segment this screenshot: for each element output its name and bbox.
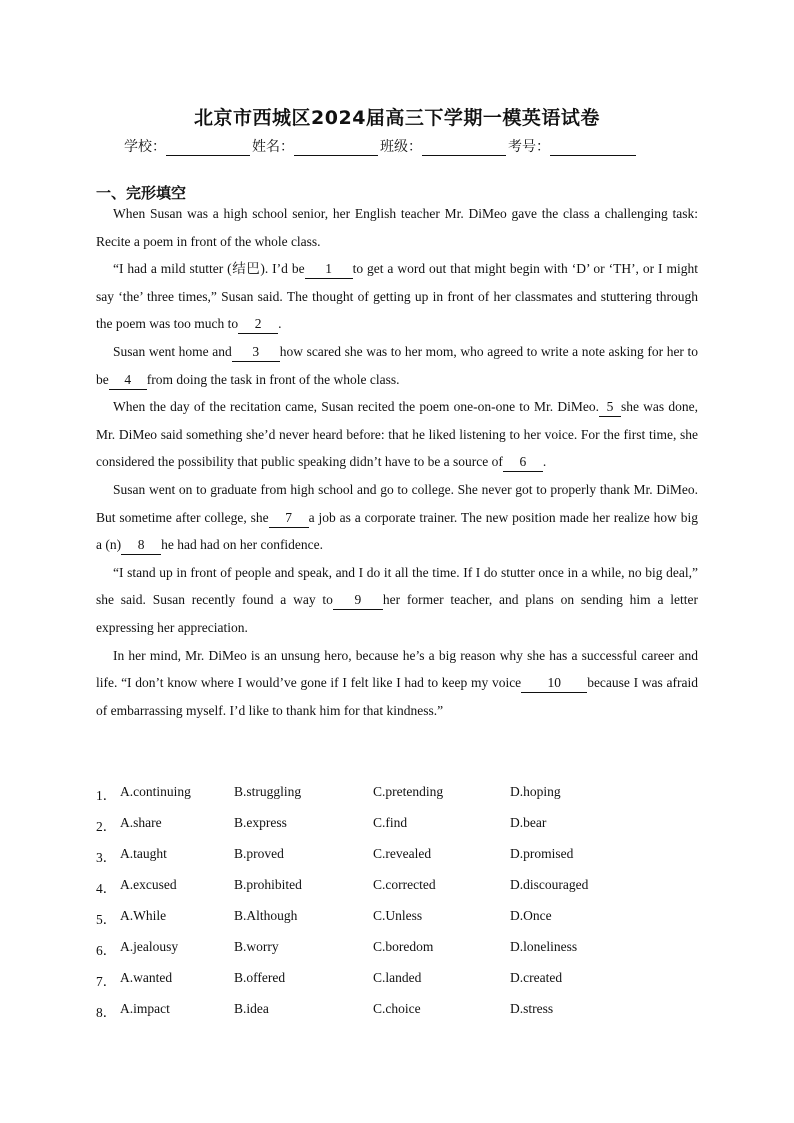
cloze-passage (96, 200, 698, 724)
option-d[interactable]: D.promised (510, 846, 574, 861)
name-label: 姓名： (252, 139, 294, 155)
option-a[interactable]: A.taught (120, 846, 167, 861)
text: she was done, Mr. DiMeo said something she’d never heard before: that he liked listening to her voice. For the first time, she considered the possibility that public speaking didn’t have to be a source of (96, 399, 698, 470)
blank-4: 4 (109, 371, 147, 390)
option-row (96, 815, 656, 843)
option-c[interactable]: C.corrected (373, 877, 436, 892)
text: how scared she was to her mom, who agreed to write a note asking for her to be (96, 343, 699, 387)
option-d[interactable]: D.loneliness (510, 939, 578, 954)
paragraph-4 (96, 393, 698, 476)
number-label: 考号： (508, 139, 550, 155)
school-field[interactable] (166, 139, 250, 156)
option-row (96, 939, 656, 967)
question-number: 2． (96, 819, 117, 834)
question-number: 4． (96, 881, 117, 896)
option-c[interactable]: C.revealed (373, 846, 432, 861)
option-c[interactable]: C.choice (373, 1001, 421, 1016)
paragraph-7 (96, 642, 698, 725)
paragraph-1 (96, 200, 698, 255)
paragraph-6 (96, 559, 698, 642)
blank-2: 2 (238, 315, 278, 334)
option-d[interactable]: D.bear (510, 815, 547, 830)
text: a job as a corporate trainer. The new position made her realize how big a (n) (96, 509, 698, 553)
class-field[interactable] (422, 139, 506, 156)
option-d[interactable]: D.created (510, 970, 563, 985)
question-number: 3． (96, 850, 117, 865)
class-label: 班级： (380, 139, 422, 155)
option-row (96, 908, 656, 936)
text: “I stand up in front of people and speak, and I do it all the time. If I do stutter once in a while, no big deal,” she said. Susan recently found a way to (96, 564, 698, 608)
text: In her mind, Mr. DiMeo is an unsung hero, because he’s a big reason why she has a successful career and life. “I don’t know where I would’ve gone if I felt like I had to keep my voice (96, 647, 698, 691)
blank-10: 10 (521, 674, 587, 693)
option-b[interactable]: B.offered (234, 970, 286, 985)
blank-8: 8 (121, 536, 161, 555)
option-row (96, 784, 656, 812)
paragraph-3 (96, 338, 698, 393)
question-number: 8． (96, 1005, 117, 1020)
student-info (124, 136, 638, 156)
text: When Susan was a high school senior, her English teacher Mr. DiMeo gave the class a challenging task: Recite a poem in front of the whole class. (96, 206, 698, 249)
option-b[interactable]: B.prohibited (234, 877, 302, 892)
blank-3: 3 (232, 343, 280, 362)
text: Susan went on to graduate from high school and go to college. She never got to properly thank Mr. DiMeo. But sometime after college, she (96, 481, 698, 525)
option-c[interactable]: C.find (373, 815, 408, 830)
blank-7: 7 (269, 509, 309, 528)
option-a[interactable]: A.impact (120, 1001, 170, 1016)
option-d[interactable]: D.Once (510, 908, 552, 923)
option-d[interactable]: D.hoping (510, 784, 561, 799)
page-title: 北京市西城区2024届高三下学期一模英语试卷 (194, 107, 600, 129)
option-a[interactable]: A.share (120, 815, 162, 830)
paragraph-5 (96, 476, 698, 559)
option-a[interactable]: A.wanted (120, 970, 173, 985)
text: to get a word out that might begin with ‘D’ or ‘TH’, or I might say ‘the’ three times,” Susan said. The thought of getting up in front of her classmates and stuttering through the poem was too much to (96, 261, 698, 332)
text: “I had a mild stutter (结巴). I’d be (113, 261, 305, 277)
option-d[interactable]: D.discouraged (510, 877, 589, 892)
option-c[interactable]: C.Unless (373, 908, 423, 923)
option-row (96, 970, 656, 998)
option-b[interactable]: B.worry (234, 939, 279, 954)
text: from doing the task in front of the whole class. (146, 371, 400, 387)
option-b[interactable]: B.express (234, 815, 287, 830)
text: . (542, 454, 547, 470)
blank-1: 1 (305, 260, 353, 279)
option-row (96, 1001, 656, 1029)
text: . (278, 316, 282, 332)
question-number: 1． (96, 788, 117, 803)
option-a[interactable]: A.continuing (120, 784, 191, 799)
option-a[interactable]: A.excused (120, 877, 177, 892)
option-b[interactable]: B.struggling (234, 784, 302, 799)
option-row (96, 877, 656, 905)
question-number: 5． (96, 912, 117, 927)
option-b[interactable]: B.proved (234, 846, 284, 861)
school-label: 学校： (124, 139, 166, 155)
option-row (96, 846, 656, 874)
option-c[interactable]: C.boredom (373, 939, 434, 954)
blank-9: 9 (333, 591, 383, 610)
paragraph-2 (96, 255, 698, 338)
option-c[interactable]: C.pretending (373, 784, 444, 799)
question-number: 6． (96, 943, 117, 958)
number-field[interactable] (550, 139, 636, 156)
option-a[interactable]: A.jealousy (120, 939, 179, 954)
option-b[interactable]: B.idea (234, 1001, 269, 1016)
text: When the day of the recitation came, Susan recited the poem one-on-one to Mr. DiMeo. (113, 399, 599, 415)
option-d[interactable]: D.stress (510, 1001, 554, 1016)
option-a[interactable]: A.While (120, 908, 167, 923)
text: her former teacher, and plans on sending him a letter expressing her appreciation. (96, 592, 698, 635)
question-number: 7． (96, 974, 117, 989)
name-field[interactable] (294, 139, 378, 156)
option-b[interactable]: B.Although (234, 908, 298, 923)
blank-6: 6 (503, 453, 543, 472)
text: Susan went home and (113, 343, 232, 359)
option-c[interactable]: C.landed (373, 970, 422, 985)
blank-5: 5 (599, 398, 621, 417)
text: because I was afraid of embarrassing myself. I’d like to thank him for that kindness.” (96, 675, 698, 718)
section-heading: 一、完形填空 (96, 184, 187, 202)
text: he had had on her confidence. (161, 537, 324, 553)
